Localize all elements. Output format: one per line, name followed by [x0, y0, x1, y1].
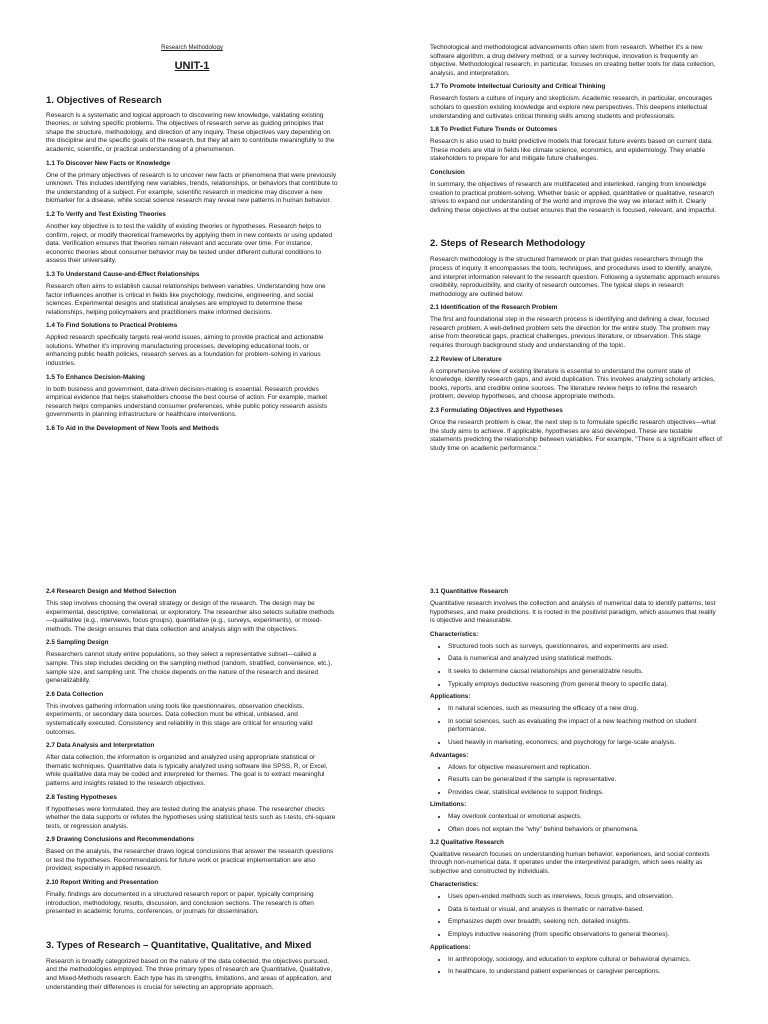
list-item: • In social sciences, such as evaluating the impact of a new teaching method on student performance. [448, 718, 722, 735]
list-item: • Often does not explain the "why" behind behaviors or phenomena. [448, 826, 722, 835]
list-item: • Data is textual or visual, and analysis is thematic or narrative-based. [448, 906, 722, 915]
subsection-heading: 1.5 To Enhance Decision-Making [46, 373, 145, 381]
page-2 [384, 0, 768, 512]
bullet-list [430, 813, 722, 834]
list-heading: Limitations: [430, 801, 467, 809]
bullet-list [430, 893, 722, 939]
paragraph: Once the research problem is clear, the next step is to formulate specific research objectives—what the study aims to achieve. If applicable, hypotheses are also developed. These are testable statements predicting the relationship between variables. For example, "There is a significant effect of study time on academic performance." [430, 419, 722, 452]
paragraph: A comprehensive review of existing literature is essential to understand the current state of knowledge, identify research gaps, and avoid duplication. This involves analyzing scholarly articles, books, reports, and credible online sources. The literature review helps to refine the research problem, develop hypotheses, and choose appropriate methods. [430, 367, 715, 401]
paragraph: Another key objective is to test the validity of existing theories or hypotheses. Research helps to confirm, reject, or modify theoretical frameworks by applying them in new contexts or using updated data. Verification ensures that theories remain relevant and accurate over time. For instance, economic theories about consumer behavior may be tested under different cultural conditions to assess their universality. [46, 222, 333, 265]
paragraph: Technological and methodological advancements often stem from research. Whether it's a new software algorithm, a drug delivery method, or a survey technique, innovation is frequently an objective. Methodological research, in particular, focuses on creating better tools for data collection, analysis, and interpretation. [430, 44, 716, 77]
page-3 [0, 512, 384, 1024]
list-item: • Uses open-ended methods such as interviews, focus groups, and observation. [448, 893, 722, 902]
subsection-heading: Conclusion [430, 168, 465, 176]
subsection-heading: 2.7 Data Analysis and Interpretation [46, 742, 155, 750]
subsection-heading: 1.3 To Understand Cause-and-Effect Relationships [46, 270, 200, 278]
subsection-heading: 1.8 To Predict Future Trends or Outcomes [430, 126, 558, 134]
subsection-heading: 2.1 Identification of the Research Problem [430, 304, 558, 312]
paragraph: After data collection, the information is organized and analyzed using appropriate statistical or thematic techniques. Quantitative data is typically analyzed using software like SPSS, R, or Excel, while qualitative data may be coded and interpreted for themes. The goal is to extract meaningful patterns and insights related to the research objectives. [46, 754, 328, 787]
subsection-heading: 2.5 Sampling Design [46, 639, 109, 647]
list-item: • Data is numerical and analyzed using statistical methods. [448, 655, 722, 664]
list-item: • In healthcare, to understand patient experiences or caregiver perceptions. [448, 968, 722, 977]
list-heading: Applications: [430, 943, 471, 951]
page-header: Research Methodology [161, 45, 223, 51]
paragraph: Research is also used to build predictive models that forecast future events based on current data. These models are vital in fields like climate science, economics, and epidemiology. They enable stakeholders to prepare for and mitigate future challenges. [430, 138, 713, 163]
list-heading: Advantages: [430, 751, 469, 759]
subsection-heading: 2.2 Review of Literature [430, 355, 502, 363]
list-heading: Applications: [430, 693, 471, 701]
paragraph: The first and foundational step in the research process is identifying and defining a clear, focused research problem. A well-defined problem sets the direction for the entire study. The problem may arise from theoretical gaps, practical challenges, previous literature, or observation. This stage requires thorough background study and understanding of the topic. [430, 316, 710, 350]
paragraph: Research often aims to establish causal relationships between variables. Understanding how one factor influences another is critical in fields like psychology, medicine, engineering, and social sciences. Experimental designs and statistical analyses are employed to determine these relationships, helping policymakers and practitioners make informed decisions. [46, 282, 326, 316]
subsection-heading: 2.6 Data Collection [46, 690, 104, 698]
section-title: 2. Steps of Research Methodology [430, 238, 586, 250]
subsection-heading: 1.1 To Discover New Facts or Knowledge [46, 159, 171, 167]
subsection-heading: 2.8 Testing Hypotheses [46, 793, 117, 801]
list-item: • It seeks to determine causal relationships and generalizable results. [448, 668, 722, 677]
section-title: 1. Objectives of Research [46, 94, 162, 106]
paragraph: In both business and government, data-driven decision-making is essential. Research provides empirical evidence that helps stakeholders choose the best course of action. For example, market research helps companies understand consumer preferences, while public policy research assists governments in planning infrastructure or healthcare interventions. [46, 385, 328, 419]
paragraph: Applied research specifically targets real-world issues, aiming to provide practical and actionable solutions. Whether it's improving manufacturing processes, developing educational tools, or enhancing public health policies, research serves as a foundation for problem-solving in various industries. [46, 334, 324, 368]
paragraph: Researchers cannot study entire populations, so they select a representative subset—called a sample. This step includes deciding on the sampling method (random, stratified, convenience, etc.), sample size, and sampling unit. The choice depends on the nature of the research and desired generalizability. [46, 651, 333, 685]
list-item: • In anthropology, sociology, and education to explore cultural or behavioral dynamics. [448, 956, 722, 965]
paragraph: Quantitative research involves the collection and analysis of numerical data to identify patterns, test hypotheses, and make predictions. It is rooted in the positivist paradigm, which assumes that reality is objective and measurable. [430, 600, 716, 625]
subsection-heading: 3.1 Quantitative Research [430, 588, 509, 595]
paragraph: Research fosters a culture of inquiry and skepticism. Academic research, in particular, encourages scholars to question existing knowledge and explore new perspectives. This deepens intellectual understanding and cultivates critical thinking skills among students and professionals. [430, 95, 713, 120]
paragraph: One of the primary objectives of research is to uncover new facts or phenomena that were previously unknown. This includes identifying new variables, trends, relationships, or behaviors that contribute to the understanding of a subject. For example, scientific research in medicine may discover a new biomarker for a disease, while social science research may reveal new patterns in human behavior. [46, 171, 338, 205]
list-item: • Results can be generalized if the sample is representative. [448, 776, 722, 785]
subsection-heading: 1.7 To Promote Intellectual Curiosity and Critical Thinking [430, 83, 606, 91]
paragraph: Based on the analysis, the researcher draws logical conclusions that answer the research questions or test the hypotheses. Recommendations for future work or practical implementation are also provided, especially in applied research. [46, 848, 334, 873]
list-item: • Provides clear, statistical evidence to support findings. [448, 789, 722, 798]
list-item: • Employs inductive reasoning (from specific observations to general theories). [448, 931, 722, 940]
list-heading: Characteristics: [430, 630, 479, 638]
paragraph: Research is a systematic and logical approach to discovering new knowledge, validating existing theories, or solving specific problems. The objectives of research serve as guiding principles that shape the structure, methodology, and direction of any inquiry. These objectives vary depending on the discipline and the specific goals of the research, but they all aim to contribute meaningfully to the academic, scientific, or practical understanding of a phenomenon. [46, 111, 335, 153]
list-item: • Typically employs deductive reasoning (from general theory to specific data). [448, 681, 722, 690]
bullet-list [430, 643, 722, 689]
list-item: • Emphasizes depth over breadth, seeking rich, detailed insights. [448, 918, 722, 927]
list-item: • Allows for objective measurement and replication. [448, 764, 722, 773]
paragraph: This involves gathering information using tools like questionnaires, observation checklists, experiments, or secondary data sources. Data collection must be ethical, unbiased, and systematically executed. Consistency and reliability in this stage are critical for ensuring valid outcomes. [46, 702, 313, 736]
subsection-heading: 2.4 Research Design and Method Selection [46, 588, 177, 595]
subsection-heading: 3.2 Qualitative Research [430, 838, 504, 846]
page-4 [384, 512, 768, 1024]
paragraph: If hypotheses were formulated, they are tested during the analysis phase. The researcher checks whether the data supports or refutes the hypotheses using statistical tests such as t-tests, chi-square tests, or regression analysis. [46, 805, 336, 830]
paragraph: Finally, findings are documented in a structured research report or paper, typically comprising introduction, methodology, results, discussion, and conclusion sections. The research is often presented in academic forums, conferences, or journals for dissemination. [46, 891, 314, 916]
list-heading: Characteristics: [430, 881, 479, 889]
list-item: • In natural sciences, such as measuring the efficacy of a new drug. [448, 705, 722, 714]
paragraph: This step involves choosing the overall strategy or design of the research. The design may be experimental, descriptive, correlational, or exploratory. The researcher also selects suitable methods—qualitative (e.g., interviews, focus groups), quantitative (e.g., surveys, experiments), or mixed-methods. The design ensures that data collection and analysis align with the objectives. [46, 600, 335, 633]
subsection-heading: 1.6 To Aid in the Development of New Tools and Methods [46, 425, 219, 433]
section-title: 3. Types of Research – Quantitative, Qualitative, and Mixed [46, 939, 312, 951]
subsection-heading: 1.2 To Verify and Test Existing Theories [46, 210, 166, 218]
list-item: • May overlook contextual or emotional aspects. [448, 813, 722, 822]
page-1 [0, 0, 384, 512]
bullet-list [430, 705, 722, 747]
list-item: • Structured tools such as surveys, questionnaires, and experiments are used. [448, 643, 722, 652]
paragraph: In summary, the objectives of research are multifaceted and interlinked, ranging from knowledge creation to practical problem-solving. Whether basic or applied, quantitative or qualitative, research strives to expand our understanding of the world and improve the way we interact with it. Clearly defining these objectives at the outset ensures that the research is focused, relevant, and impactful. [430, 180, 717, 214]
paragraph: Research is broadly categorized based on the nature of the data collected, the objectives pursued, and the methodologies employed. The three primary types of research are Quantitative, Qualitative, and Mixed-Methods research. Each type has its strengths, limitations, and areas of application, and understanding their differences is crucial for selecting an appropriate approach. [46, 957, 333, 991]
paragraph: Qualitative research focuses on understanding human behavior, experiences, and social contexts through non-numerical data. It operates under the interpretivist paradigm, which sees reality as subjective and constructed by individuals. [430, 850, 710, 875]
list-item: • Used heavily in marketing, economics, and psychology for large-scale analysis. [448, 739, 722, 748]
subsection-heading: 1.4 To Find Solutions to Practical Problems [46, 322, 178, 330]
subsection-heading: 2.3 Formulating Objectives and Hypotheses [430, 407, 563, 415]
bullet-list [430, 764, 722, 798]
bullet-list [430, 956, 722, 977]
paragraph: Research methodology is the structured framework or plan that guides researchers through the process of inquiry. It encompasses the tools, techniques, and procedures used to identify, analyze, and interpret information relevant to the research question. Following a systematic approach ensures credibility, reproducibility, and clarity of research outcomes. The typical steps in research methodology are outlined below: [430, 256, 720, 298]
subsection-heading: 2.9 Drawing Conclusions and Recommendations [46, 836, 195, 844]
unit-title: UNIT-1 [174, 59, 210, 72]
subsection-heading: 2.10 Report Writing and Presentation [46, 879, 159, 887]
